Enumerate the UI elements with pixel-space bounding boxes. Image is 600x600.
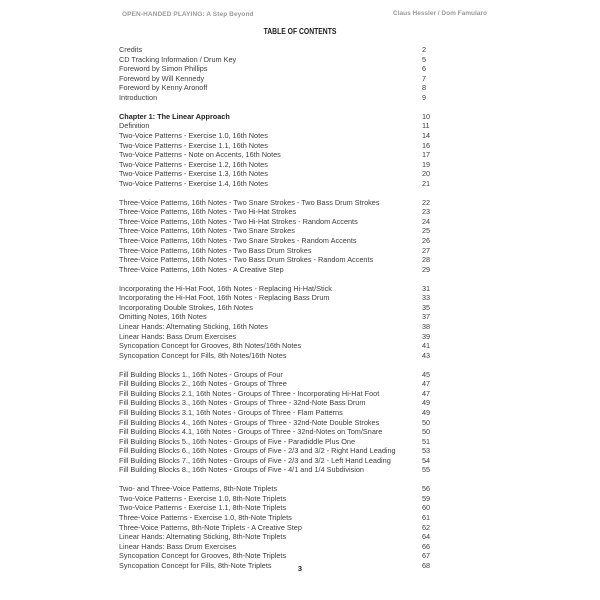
- toc-entry-page: 37: [422, 312, 431, 322]
- toc-entry-page: 43: [422, 350, 431, 360]
- toc-entry-title: Incorporating Double Strokes, 16th Notes: [119, 302, 253, 312]
- toc-entry-title: Three-Voice Patterns, 8th-Note Triplets - A Creative Step: [119, 522, 302, 532]
- toc-entry-page: 6: [422, 64, 427, 74]
- toc-entry-page: 51: [422, 436, 431, 446]
- toc-entry-title: Syncopation Concept for Grooves, 8th-Note Triplets: [119, 551, 287, 561]
- toc-entry-page: 14: [422, 130, 431, 140]
- toc-entry-page: 7: [422, 73, 427, 83]
- toc-entry: [119, 379, 439, 389]
- toc-entry-title: Two-Voice Patterns - Exercise 1.1, 8th-Note Triplets: [119, 503, 287, 513]
- toc-entry-title: Syncopation Concept for Grooves, 8th Notes/16th Notes: [119, 341, 302, 351]
- toc-entry-title: Two- and Three-Voice Patterns, 8th-Note Triplets: [119, 484, 278, 494]
- toc-entry-page: 23: [422, 207, 431, 217]
- toc-entry-page: 21: [422, 178, 431, 188]
- toc-entry-title: Three-Voice Patterns, 16th Notes - Two Bass Drum Strokes: [119, 245, 312, 255]
- toc-entry-page: 55: [422, 465, 431, 475]
- toc-entry: [119, 293, 439, 303]
- page-title: TABLE OF CONTENTS: [263, 27, 337, 36]
- toc-entry-title: Linear Hands: Bass Drum Exercises: [119, 541, 237, 551]
- toc-entry: [119, 74, 439, 84]
- toc-entry-title: Fill Building Blocks 4., 16th Notes - Groups of Three - 32nd-Note Double Strokes: [119, 417, 380, 427]
- toc-entry: [119, 494, 439, 504]
- toc-entry: [119, 523, 439, 533]
- toc-entry-title: Introduction: [119, 92, 158, 102]
- toc-entry-title: Three-Voice Patterns, 16th Notes - Two Snare Strokes - Random Accents: [119, 236, 357, 246]
- toc-entry: [119, 198, 439, 208]
- toc-entry-title: Fill Building Blocks 2., 16th Notes - Groups of Three: [119, 379, 287, 389]
- running-header-book-title: OPEN-HANDED PLAYING: A Step Beyond: [122, 11, 254, 18]
- toc-entry-page: 33: [422, 293, 431, 303]
- toc-entry-page: 45: [422, 369, 431, 379]
- toc-entry-title: Three-Voice Patterns, 16th Notes - Two Snare Strokes: [119, 226, 295, 236]
- toc-entry-page: 50: [422, 427, 431, 437]
- toc-entry-page: 17: [422, 150, 431, 160]
- toc-entry-title: Two-Voice Patterns - Note on Accents, 16th Notes: [119, 150, 281, 160]
- toc-entry-page: 20: [422, 169, 431, 179]
- toc-entry-page: 31: [422, 283, 431, 293]
- toc-entry: [119, 542, 439, 552]
- toc-entry: [119, 131, 439, 141]
- toc-entry: [119, 169, 439, 179]
- toc-entry: [119, 322, 439, 332]
- running-header-authors: Claus Hessler / Dom Famularo: [393, 10, 487, 17]
- toc-entry: [119, 418, 439, 428]
- toc-entry: [119, 160, 439, 170]
- toc-entry: [119, 351, 439, 361]
- toc-entry-page: 10: [422, 111, 431, 121]
- toc-entry: [119, 465, 439, 475]
- toc-chapter-heading: [119, 112, 439, 122]
- toc-entry-title: Two-Voice Patterns - Exercise 1.1, 16th Notes: [119, 140, 268, 150]
- toc-entry-title: Fill Building Blocks 7., 16th Notes - Groups of Five - 2/3 and 3/2 - Left Hand Leading: [119, 455, 391, 465]
- toc-entry-title: Two-Voice Patterns - Exercise 1.3, 16th Notes: [119, 169, 268, 179]
- toc-entry: [119, 236, 439, 246]
- toc-entry-title: Foreword by Simon Phillips: [119, 64, 208, 74]
- toc-entry-title: Fill Building Blocks 5., 16th Notes - Groups of Five - Paradiddle Plus One: [119, 436, 356, 446]
- toc-entry-page: 47: [422, 388, 431, 398]
- toc-entry-title: Two-Voice Patterns - Exercise 1.2, 16th Notes: [119, 159, 268, 169]
- toc-entry-title: Foreword by Will Kennedy: [119, 73, 205, 83]
- section-spacer: [119, 360, 439, 370]
- toc-entry: [119, 207, 439, 217]
- toc-entry: [119, 45, 439, 55]
- toc-entry-page: 26: [422, 236, 431, 246]
- toc-entry-page: 11: [422, 121, 430, 131]
- toc-entry-page: 62: [422, 522, 431, 532]
- toc-entry: [119, 55, 439, 65]
- toc-entry-title: Foreword by Kenny Aronoff: [119, 83, 208, 93]
- toc-entry: [119, 513, 439, 523]
- toc-entry-title: Two-Voice Patterns - Exercise 1.0, 16th Notes: [119, 130, 268, 140]
- toc-entry: [119, 255, 439, 265]
- toc-entry: [119, 121, 439, 131]
- toc-entry: [119, 484, 439, 494]
- toc-entry-page: 9: [422, 92, 427, 102]
- toc-entry: [119, 303, 439, 313]
- toc-entry-page: 38: [422, 322, 431, 331]
- toc-entry-page: 22: [422, 197, 431, 207]
- toc-entry-page: 41: [422, 341, 431, 351]
- toc-entry: [119, 217, 439, 227]
- toc-entry-title: Incorporating the Hi-Hat Foot, 16th Notes - Replacing Bass Drum: [119, 293, 330, 303]
- toc-entry: [119, 389, 439, 399]
- toc-entry-title: Omitting Notes, 16th Notes: [119, 312, 207, 322]
- toc-entry: [119, 226, 439, 236]
- toc-entry-page: 35: [422, 302, 431, 312]
- toc-entry: [119, 503, 439, 513]
- toc-entry-page: 68: [422, 560, 431, 570]
- toc-entry: [119, 551, 439, 561]
- toc-entry-page: 2: [422, 45, 427, 54]
- toc-entry-page: 8: [422, 83, 427, 93]
- toc-entry: [119, 83, 439, 93]
- toc-entry-title: Two-Voice Patterns - Exercise 1.0, 8th-Note Triplets: [119, 493, 287, 503]
- toc-entry-title: Three-Voice Patterns - Exercise 1.0, 8th-Note Triplets: [119, 513, 292, 523]
- toc-entry-page: 16: [422, 140, 431, 150]
- toc-entry-title: Fill Building Blocks 8., 16th Notes - Groups of Five - 4/1 and 1/4 Subdivision: [119, 465, 364, 475]
- toc-entry-page: 39: [422, 331, 431, 341]
- toc-entry-title: CD Tracking Information / Drum Key: [119, 54, 237, 64]
- toc-entry: [119, 427, 439, 437]
- page-number: 3: [297, 564, 303, 573]
- toc-entry-page: 67: [422, 551, 431, 561]
- toc-entry-title: Linear Hands: Alternating Sticking, 8th-Note Triplets: [119, 532, 287, 542]
- toc-entry: [119, 179, 439, 189]
- toc-entry-page: 66: [422, 541, 431, 551]
- toc-entry-title: Linear Hands: Bass Drum Exercises: [119, 331, 237, 341]
- toc-entry-title: Two-Voice Patterns - Exercise 1.4, 16th Notes: [119, 178, 268, 188]
- toc-entry: [119, 398, 439, 408]
- table-of-contents: [119, 45, 439, 570]
- toc-entry-title: Fill Building Blocks 1., 16th Notes - Groups of Four: [119, 369, 283, 379]
- toc-entry-title: Syncopation Concept for Fills, 8th Notes/16th Notes: [119, 350, 287, 360]
- toc-entry-title: Credits: [119, 45, 143, 54]
- toc-entry: [119, 532, 439, 542]
- toc-entry: [119, 437, 439, 447]
- toc-entry: [119, 456, 439, 466]
- toc-entry-page: 59: [422, 493, 431, 503]
- toc-entry: [119, 64, 439, 74]
- toc-entry-page: 19: [422, 159, 431, 169]
- toc-entry-title: Fill Building Blocks 6., 16th Notes - Groups of Five - 2/3 and 3/2 - Right Hand Leading: [119, 446, 396, 456]
- toc-entry-page: 29: [422, 264, 431, 274]
- toc-entry-title: Fill Building Blocks 4.1, 16th Notes - Groups of Three - 32nd-Notes on Tom/Snare: [119, 427, 383, 437]
- toc-entry: [119, 332, 439, 342]
- toc-entry-title: Incorporating the Hi-Hat Foot, 16th Notes - Replacing Hi-Hat/Stick: [119, 283, 332, 293]
- toc-entry: [119, 446, 439, 456]
- toc-entry-page: 60: [422, 503, 431, 513]
- section-spacer: [119, 102, 439, 112]
- toc-entry-page: 47: [422, 379, 431, 389]
- toc-entry-title: Three-Voice Patterns, 16th Notes - Two Bass Drum Strokes - Random Accents: [119, 255, 374, 265]
- toc-entry-title: Syncopation Concept for Fills, 8th-Note Triplets: [119, 560, 272, 570]
- toc-entry: [119, 341, 439, 351]
- toc-entry-title: Fill Building Blocks 2.1, 16th Notes - Groups of Three - Incorporating Hi-Hat Foot: [119, 388, 380, 398]
- toc-entry: [119, 370, 439, 380]
- toc-entry-page: 24: [422, 216, 431, 226]
- toc-entry-page: 25: [422, 226, 431, 236]
- toc-entry-page: 50: [422, 417, 431, 427]
- toc-entry-title: Fill Building Blocks 3., 16th Notes - Groups of Three - 32nd-Note Bass Drum: [119, 398, 366, 408]
- toc-entry-page: 56: [422, 484, 431, 494]
- section-spacer: [119, 274, 439, 284]
- toc-entry-page: 61: [422, 513, 431, 523]
- toc-entry-title: Linear Hands: Alternating Sticking, 16th Notes: [119, 322, 268, 331]
- toc-entry-page: 54: [422, 455, 431, 465]
- toc-entry-title: Three-Voice Patterns, 16th Notes - Two Hi-Hat Strokes - Random Accents: [119, 216, 358, 226]
- toc-entry-page: 5: [422, 54, 427, 64]
- toc-entry-title: Three-Voice Patterns, 16th Notes - Two Hi-Hat Strokes: [119, 207, 297, 217]
- toc-entry: [119, 246, 439, 256]
- toc-entry-page: 49: [422, 398, 431, 408]
- section-spacer: [119, 188, 439, 198]
- toc-entry: [119, 284, 439, 294]
- toc-entry-page: 64: [422, 532, 431, 542]
- toc-entry: [119, 408, 439, 418]
- toc-entry-page: 49: [422, 407, 431, 417]
- toc-entry-title: Fill Building Blocks 3.1, 16th Notes - Groups of Three - Flam Patterns: [119, 407, 343, 417]
- toc-entry-title: Definition: [119, 121, 150, 131]
- toc-entry: [119, 141, 439, 151]
- toc-entry: [119, 265, 439, 275]
- toc-entry-page: 27: [422, 245, 431, 255]
- toc-entry: [119, 150, 439, 160]
- section-spacer: [119, 475, 439, 485]
- toc-entry-page: 53: [422, 446, 431, 456]
- toc-entry-title: Three-Voice Patterns, 16th Notes - Two Snare Strokes - Two Bass Drum Strokes: [119, 197, 380, 207]
- toc-entry-title: Chapter 1: The Linear Approach: [119, 111, 230, 121]
- toc-entry: [119, 312, 439, 322]
- toc-entry: [119, 93, 439, 103]
- toc-entry-title: Three-Voice Patterns, 16th Notes - A Creative Step: [119, 264, 284, 274]
- toc-entry-page: 28: [422, 255, 431, 265]
